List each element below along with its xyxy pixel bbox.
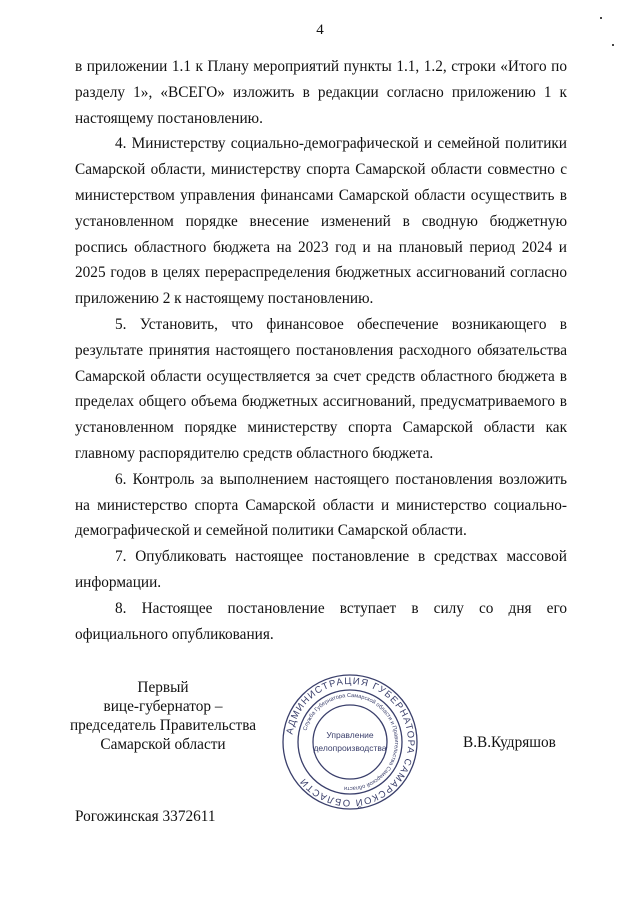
seal-center-text: Управление	[326, 730, 374, 740]
paragraph-7: 7. Опубликовать настоящее постановление в средствах массовой информации.	[75, 548, 567, 591]
position-line: Самарской области	[100, 736, 226, 753]
position-line: вице-губернатор –	[103, 698, 223, 715]
executor-contact: Рогожинская 3372611	[75, 808, 216, 825]
scan-speck	[612, 44, 614, 46]
paragraph-5: 5. Установить, что финансовое обеспечение возникающего в результате принятия настоящего постановления расходного обязательства Самарской области осуществляется за счет средств областного бюджета в пределах общего объема бюджетных ассигнований, предусматриваемого в установленном порядке министерству спорта Самарской области как главному распорядителю средств областного бюджета.	[75, 315, 567, 462]
document-body	[75, 54, 567, 647]
paragraph-4: 4. Министерству социально-демографической и семейной политики Самарской области, министерству спорта Самарской области совместно с министерством управления финансами Самарской области осуществить в установленном порядке внесение изменений в сводную бюджетную роспись областного бюджета на 2023 год и на плановый период 2024 и 2025 годов в целях перераспределения бюджетных ассигнований согласно приложению 2 к настоящему постановлению.	[75, 135, 567, 308]
signatory-position	[58, 678, 268, 754]
position-line: Первый	[137, 679, 189, 696]
seal-inner-text: Служба Губернатора Самарской области и Правительства Самарской области	[302, 692, 400, 792]
paragraph-continuation: в приложении 1.1 к Плану мероприятий пункты 1.1, 1.2, строки «Итого по разделу 1», «ВСЕГО» изложить в редакции согласно приложению 1 к настоящему постановлению.	[75, 58, 567, 127]
seal-outer-text: АДМИНИСТРАЦИЯ ГУБЕРНАТОРА САМАРСКОЙ ОБЛАСТИ	[284, 675, 417, 809]
seal-center-text: делопроизводства	[313, 743, 387, 753]
paragraph-8: 8. Настоящее постановление вступает в силу со дня его официального опубликования.	[75, 599, 567, 643]
signatory-name: В.В.Кудряшов	[463, 734, 556, 751]
page-number: 4	[316, 22, 324, 38]
paragraph-6: 6. Контроль за выполнением настоящего постановления возложить на министерство спорта Самарской области и министерство социально-демографической и семейной политики Самарской области.	[75, 470, 567, 540]
seal-inner-ring	[313, 705, 387, 779]
scan-speck	[600, 17, 602, 19]
official-seal-stamp	[280, 672, 420, 812]
position-line: председатель Правительства	[69, 717, 257, 734]
